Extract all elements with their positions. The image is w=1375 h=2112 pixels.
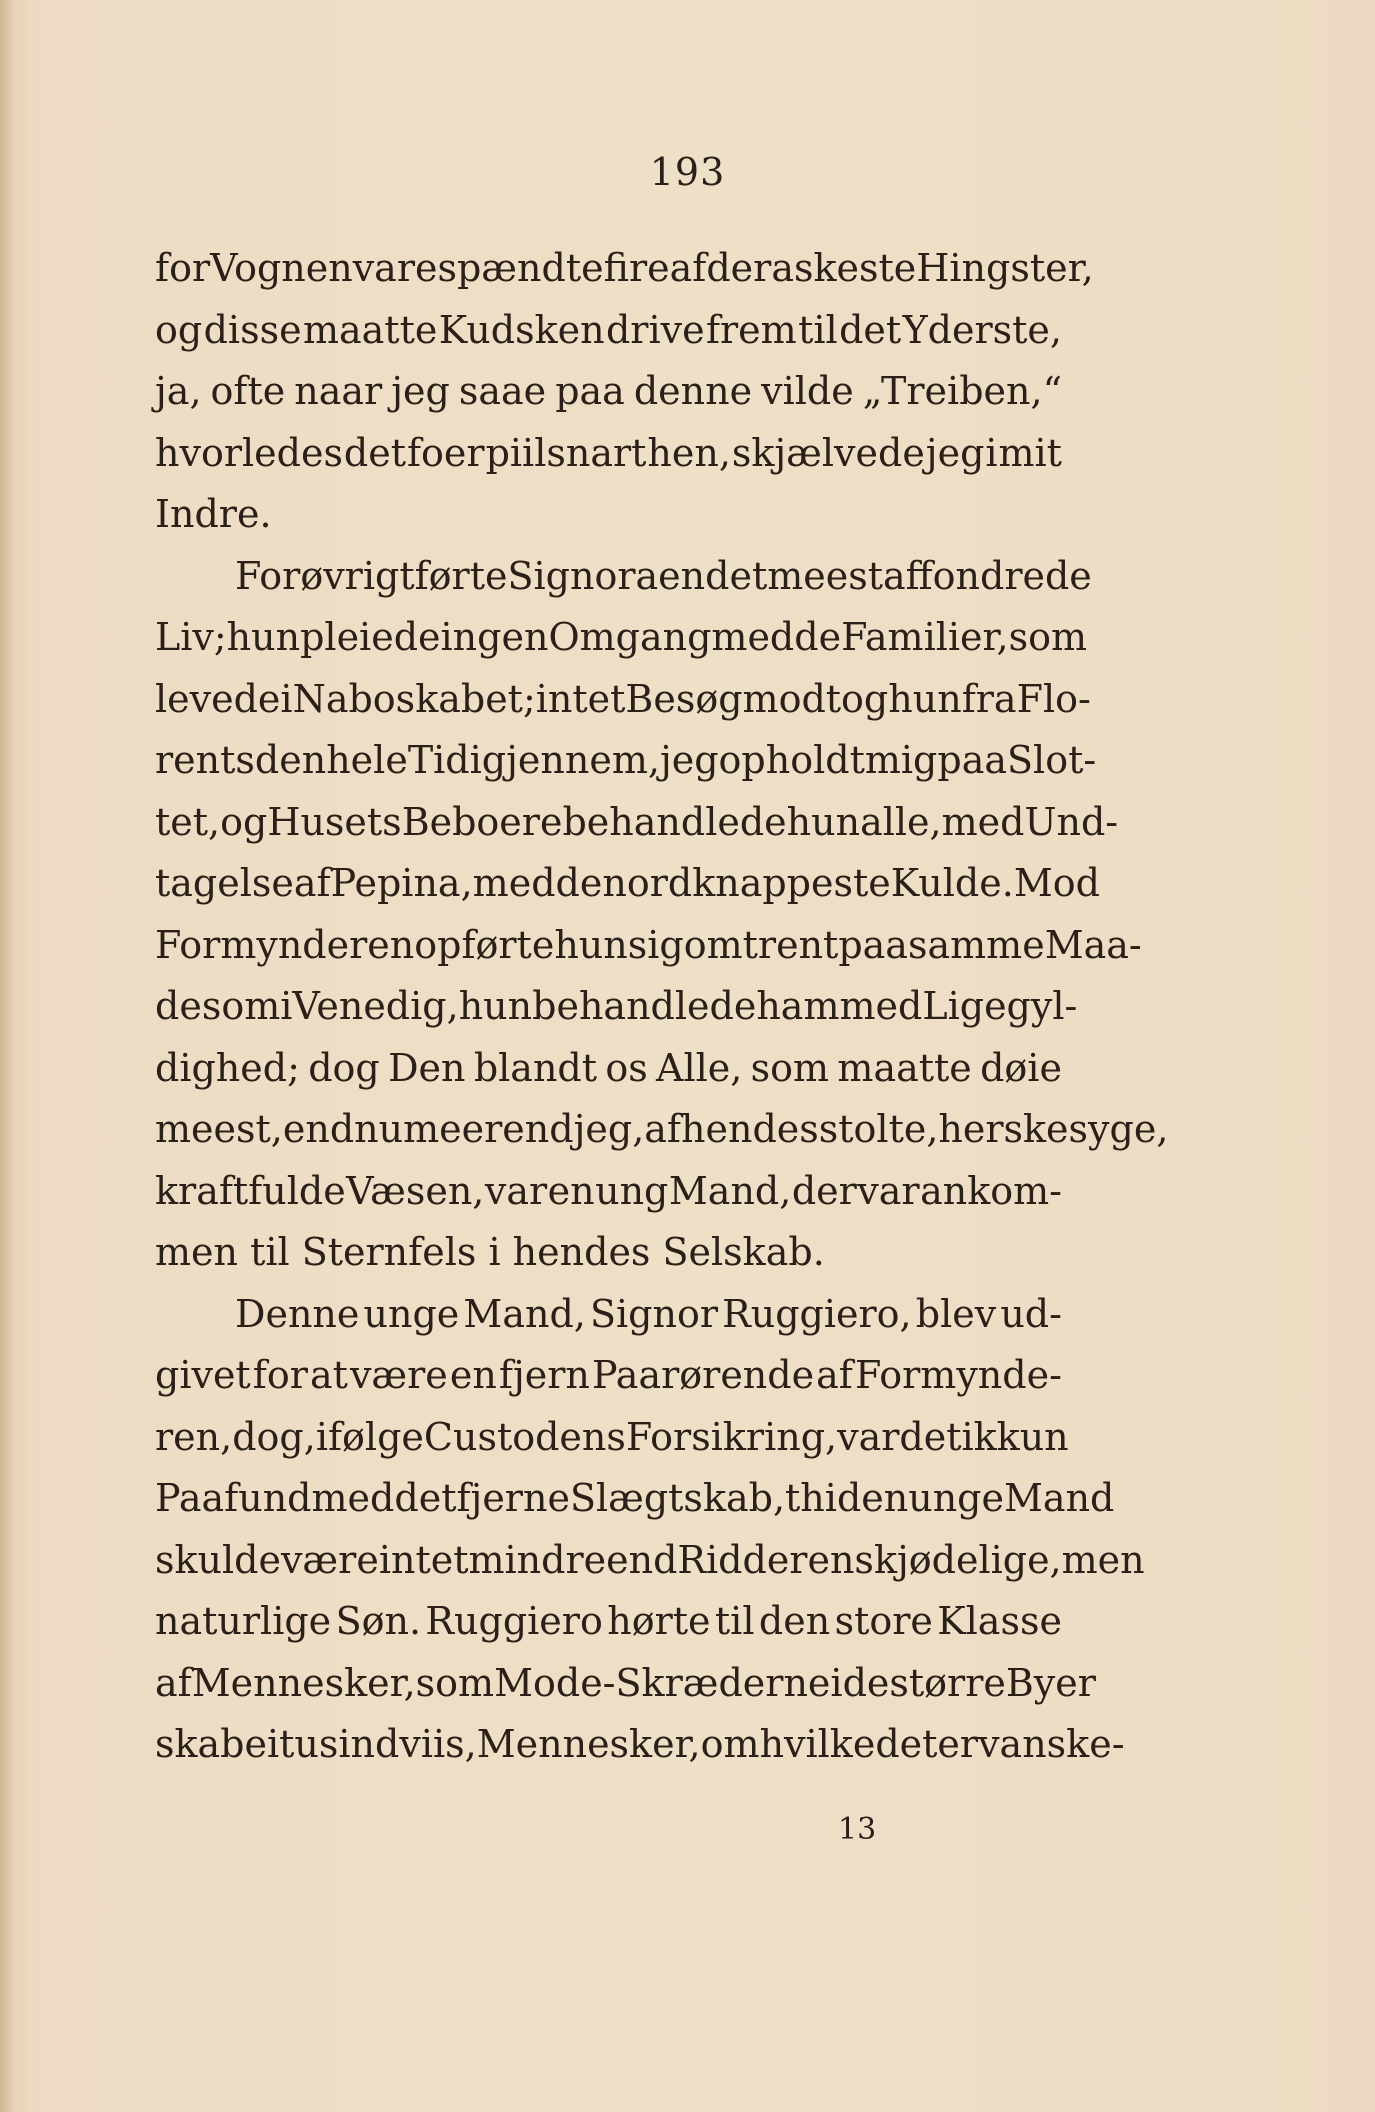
text-line: af Mennesker, som Mode-Skræderne i de større Byer — [155, 1660, 1096, 1705]
text-line: hvorledes det foer piilsnart hen, skjælvede jeg i mit — [155, 430, 1062, 475]
text-line: Paafund med det fjerne Slægtskab, thi den unge Mand — [155, 1476, 1115, 1520]
text-line: skabe i tusindviis, Mennesker, om hvilke det er vanske- — [155, 1722, 1125, 1766]
page-binding-edge — [0, 0, 14, 2112]
text-line: Forøvrigt førte Signoraen det meest affondrede — [235, 553, 1092, 598]
signature-mark: 13 — [838, 1812, 877, 1847]
text-line: ja, ofte naar jeg saae paa denne vilde „Treiben,“ — [155, 369, 1062, 413]
text-line: meest, endnu meer end jeg, af hendes stolte, herskesyge, — [155, 1107, 1169, 1151]
text-line: de som i Venedig, hun behandlede ham med Ligegyl- — [155, 984, 1078, 1028]
text-line: levede i Naboskabet; intet Besøg modtog hun fra Flo- — [155, 676, 1091, 721]
text-line: naturlige Søn. Ruggiero hørte til den store Klasse — [155, 1599, 1062, 1643]
text-line: for Vognen vare spændte fire af de raskeste Hingster, — [155, 246, 1094, 290]
text-line: kraftfulde Væsen, var en ung Mand, der var ankom- — [155, 1168, 1062, 1213]
text-line: og disse maatte Kudsken drive frem til det Yderste, — [155, 307, 1062, 352]
text-line: Denne unge Mand, Signor Ruggiero, blev ud- — [235, 1291, 1062, 1336]
text-line: dighed; dog Den blandt os Alle, som maatte døie — [155, 1045, 1062, 1090]
text-line: Liv; hun pleiede ingen Omgang med de Familier, som — [155, 615, 1088, 659]
text-line: Indre. — [155, 492, 272, 536]
text-line: tet, og Husets Beboere behandlede hun alle, med Und- — [155, 799, 1119, 844]
body-text — [155, 238, 1169, 1776]
text-line: tagelse af Pepina, med den ordknappeste Kulde. Mod — [155, 861, 1100, 905]
page-number: 193 — [649, 150, 726, 194]
text-line: ren, dog, ifølge Custodens Forsikring, var det ikkun — [155, 1414, 1069, 1459]
text-line: skulde være intet mindre end Ridderens kjødelige, men — [155, 1537, 1145, 1582]
text-line: Formynderen opførte hun sig omtrent paa samme Maa- — [155, 922, 1142, 967]
text-line: givet for at være en fjern Paarørende af Formynde- — [155, 1353, 1062, 1397]
text-line: rents den hele Tid igjennem, jeg opholdt mig paa Slot- — [155, 738, 1097, 782]
text-line: men til Sternfels i hendes Selskab. — [155, 1230, 825, 1274]
